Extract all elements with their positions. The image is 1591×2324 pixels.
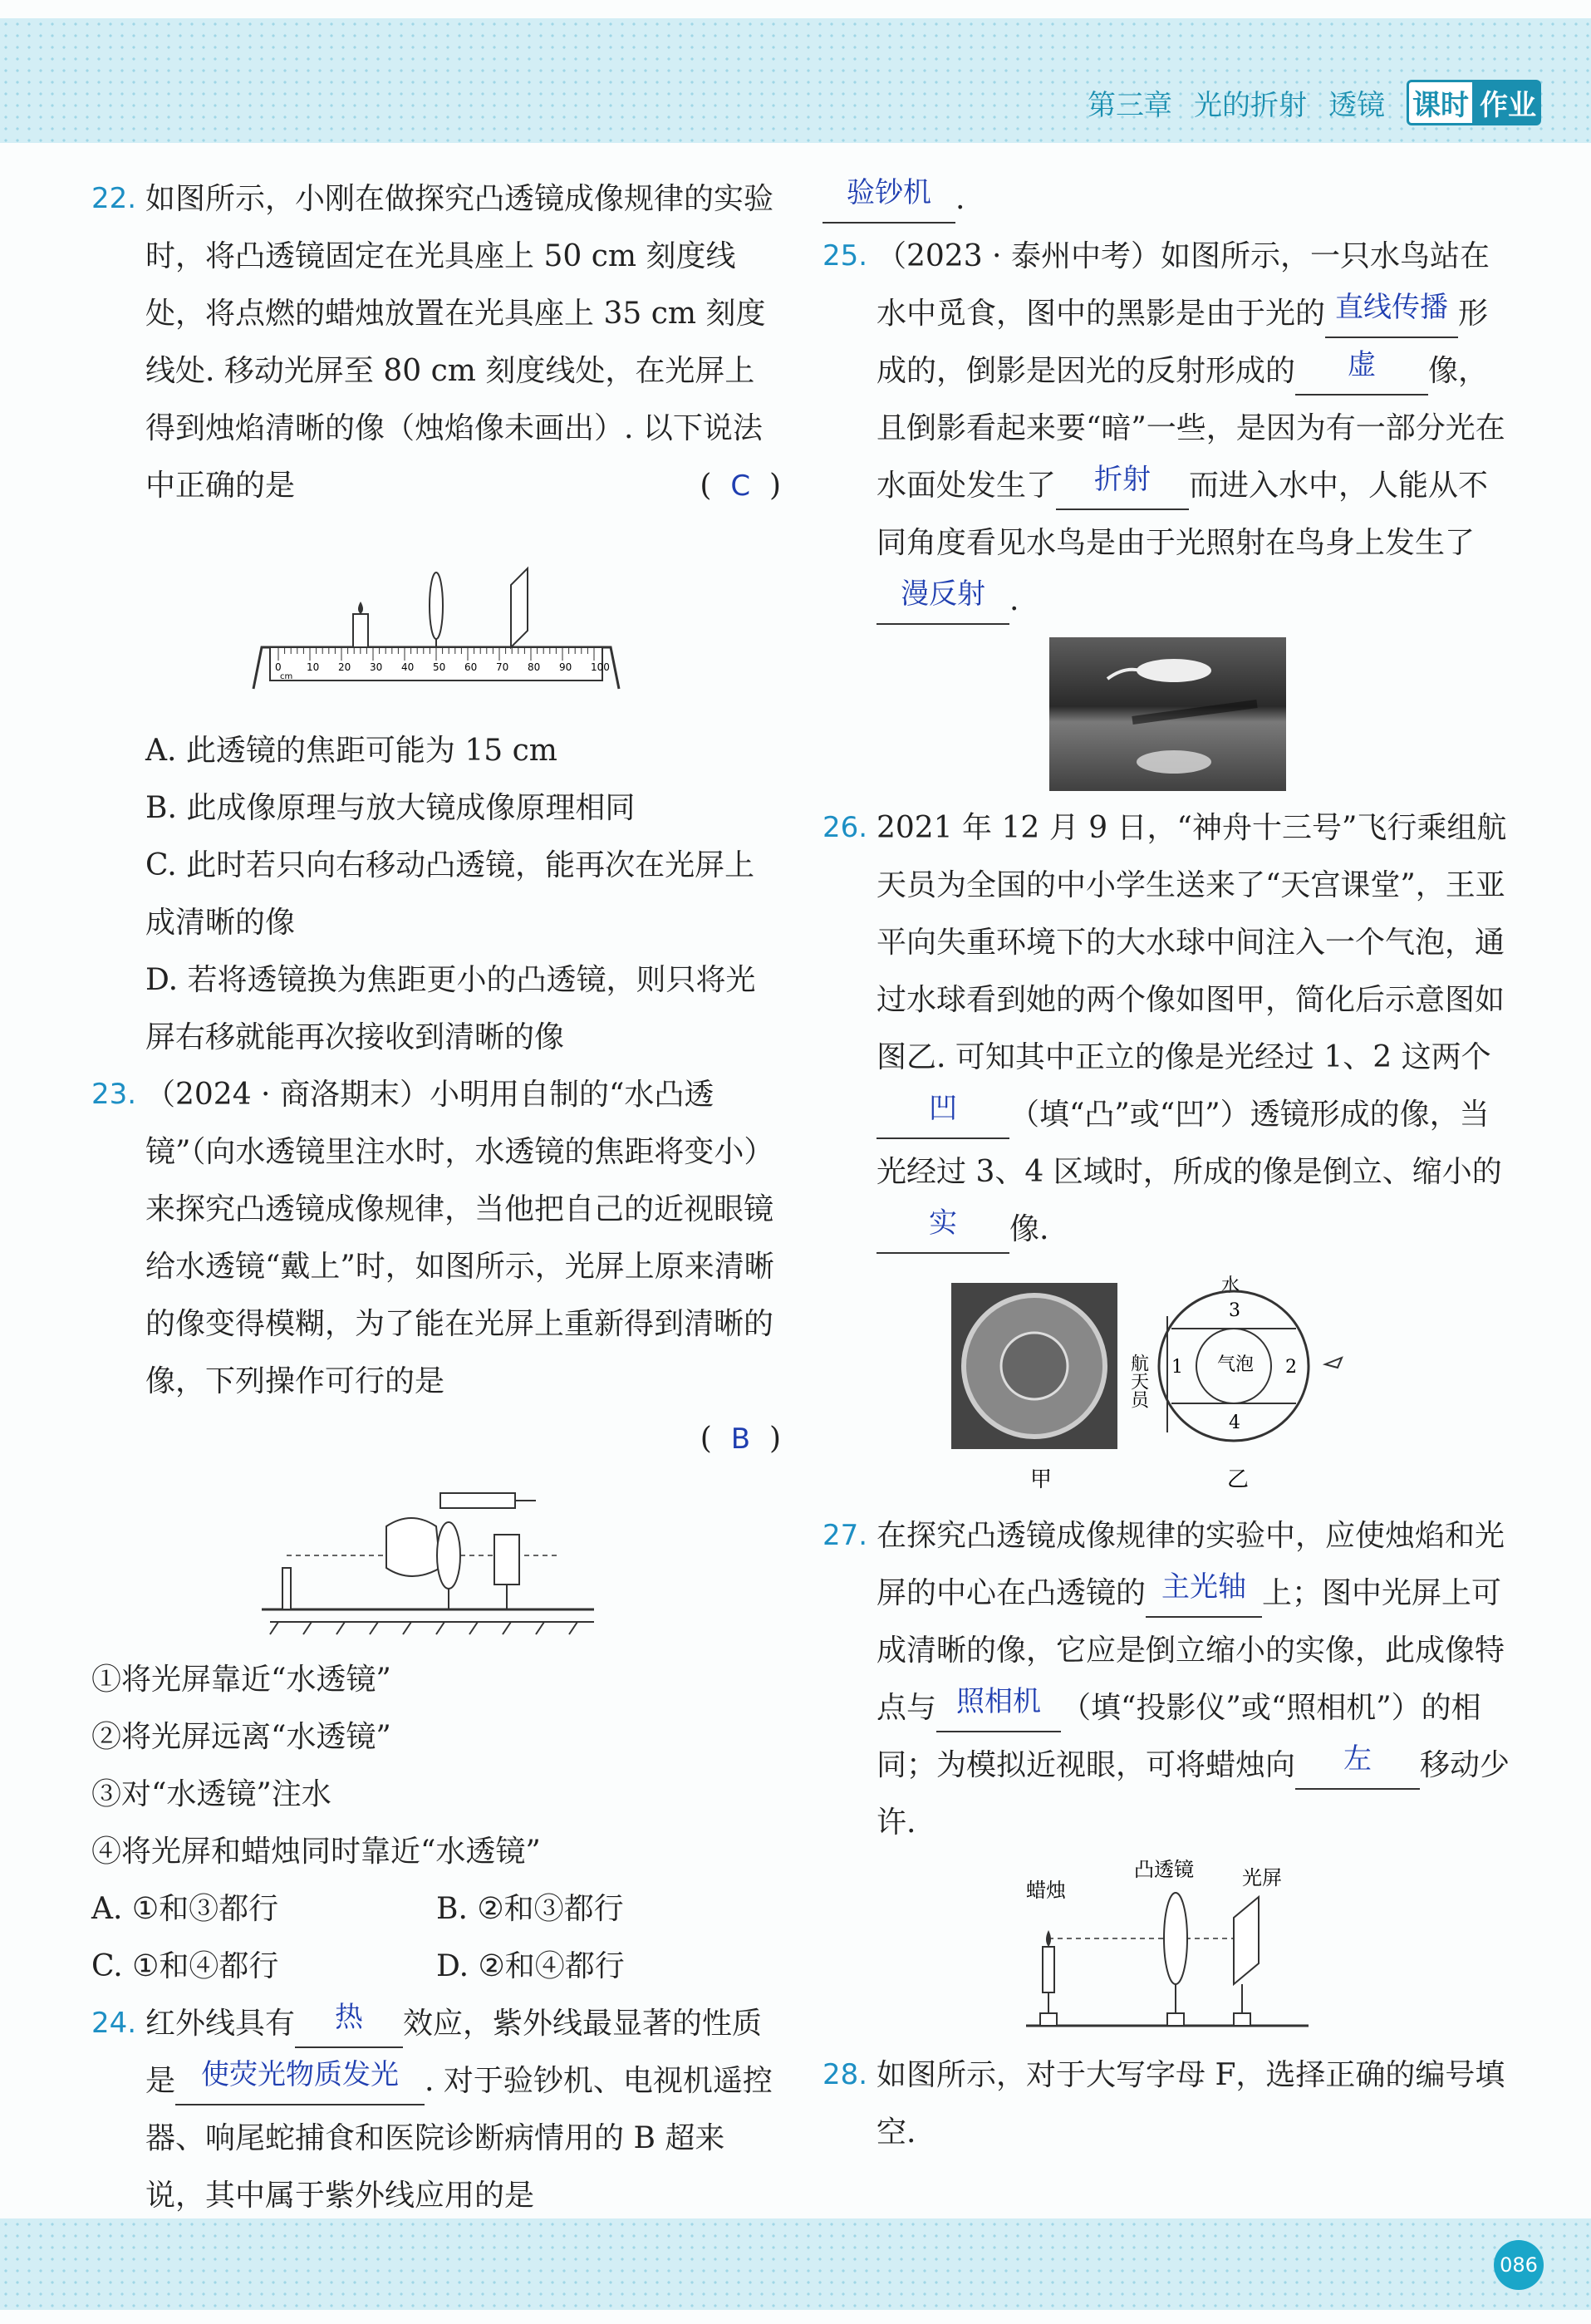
question-number: 25. <box>823 239 868 273</box>
ruler-tick-label: 70 <box>496 661 509 673</box>
options-row-1 <box>91 1880 781 1938</box>
page-number: 086 <box>1494 2240 1544 2290</box>
left-column <box>91 170 781 2224</box>
question-number: 26. <box>823 811 868 844</box>
question-number: 23. <box>91 1078 137 1111</box>
brand-logo <box>1407 80 1541 125</box>
ruler-tick-label: 90 <box>559 661 572 673</box>
answer-choice: C <box>730 469 751 503</box>
option-a: A. 此透镜的焦距可能为 15 cm <box>145 734 557 768</box>
right-column <box>823 170 1512 2161</box>
ruler-tick-label: 100 <box>591 661 610 673</box>
answer-blank-3: 折射 <box>1094 463 1152 496</box>
option-b: B. ②和③都行 <box>436 1892 624 1926</box>
answer-blank-1: 主光轴 <box>1161 1570 1247 1604</box>
question-text: 如图所示，小刚在做探究凸透镜成像规律的实验时，将凸透镜固定在光具座上 50 cm 刻度线处，将点燃的蜡烛放置在光具座上 35 cm 刻度线处. 移动光屏至 80 cm 刻度线处，在光屏上得到烛焰清晰的像（烛焰像未画出）. 以下说法中正确的是 <box>145 182 774 503</box>
answer-blank-2: 虚 <box>1348 348 1377 381</box>
bird-icon <box>1137 659 1211 682</box>
option-b: B. 此成像原理与放大镜成像原理相同 <box>145 791 636 825</box>
answer-blank-1: 热 <box>335 2001 364 2034</box>
label-bubble: 气泡 <box>1217 1354 1255 1375</box>
eye-icon <box>1325 1358 1342 1368</box>
question-27: 27. 在探究凸透镜成像规律的实验中，应使烛焰和光屏的中心在凸透镜的 主光轴 上；图中光屏上可成清晰的像，它应是倒立缩小的实像，此成像特点与 照相机 （填“投影仪”或“照相机”）的相同；为模拟近视眼，可将蜡烛向 左 移动少许. <box>823 1507 1512 1851</box>
step-1: ①将光屏靠近“水透镜” <box>91 1663 391 1697</box>
region-2: 2 <box>1285 1357 1297 1378</box>
answer-choice: B <box>730 1422 751 1456</box>
answer-blank-4: 漫反射 <box>901 577 985 611</box>
question-number: 27. <box>823 1519 868 1552</box>
region-3: 3 <box>1229 1300 1240 1321</box>
step-2: ②将光屏远离“水透镜” <box>91 1720 391 1754</box>
question-number: 28. <box>823 2058 868 2091</box>
ruler-tick-label: 50 <box>433 661 446 673</box>
lens-icon <box>430 572 443 639</box>
ruler-tick-label: 0 <box>275 661 282 673</box>
answer-blank-1: 直线传播 <box>1335 291 1449 324</box>
glasses-icon <box>386 1518 440 1576</box>
question-24: 24. 红外线具有 热 效应，紫外线最显著的性质是 使荧光物质发光 . 对于验钞机、电视机遥控器、响尾蛇捕食和医院诊断病情用的 B 超来说，其中属于紫外线应用的是 <box>91 1995 781 2224</box>
question-25: 25. （2023 · 泰州中考）如图所示，一只水鸟站在水中觅食，图中的黑影是由于光的 直线传播 形成的，倒影是因光的反射形成的 虚 像，且倒影看起来要“暗”一些，是因为有一部分光在水面处发生了 折射 而进入水中，人能从不同角度看见水鸟是由于光照射在鸟身上发生了漫反射 . <box>823 228 1512 629</box>
ruler-tick-label: 80 <box>528 661 541 673</box>
candle-icon <box>282 1568 291 1609</box>
screen-icon <box>494 1535 519 1585</box>
ruler-tick-label: 40 <box>401 661 415 673</box>
water-bird-photo <box>1049 637 1286 791</box>
label-screen: 光屏 <box>1242 1866 1282 1889</box>
question-26: 26. 2021 年 12 月 9 日，“神舟十三号”飞行乘组航天员为全国的中小学生送来了“天宫课堂”，王亚平向失重环境下的大水球中间注入一个气泡，通过水球看到她的两个像如图甲，简化后示意图如图乙. 可知其中正立的像是光经过 1、2 这两个凹 （填“凸”或“凹”）透镜形成的像，当光经过 3、4 区域时，所成的像是倒立、缩小的实 像. <box>823 799 1512 1258</box>
page-header <box>1088 79 1541 125</box>
question-24-continued: 验钞机 . <box>823 170 1512 228</box>
screen-icon <box>511 568 528 647</box>
question-number: 24. <box>91 2007 137 2040</box>
option-c: C. 此时若只向右移动凸透镜，能再次在光屏上成清晰的像 <box>145 848 755 940</box>
ruler-tick-label: 30 <box>370 661 383 673</box>
brand-part-b: 作业 <box>1475 80 1541 125</box>
label-lens: 凸透镜 <box>1134 1860 1194 1881</box>
figure-label-b: 乙 <box>1227 1467 1250 1492</box>
water-ball-figure <box>885 1266 1450 1499</box>
flame-icon <box>358 602 363 614</box>
lens-experiment-figure <box>1018 1860 1317 2038</box>
question-23 <box>91 1066 781 1468</box>
candle-icon <box>1043 1947 1054 1992</box>
question-text: （2024 · 商洛期末）小明用自制的“水凸透镜”（向水透镜里注水时，水透镜的焦距将变小）来探究凸透镜成像规律，当他把自己的近视眼镜给水透镜“戴上”时，如图所示，光屏上原来清晰的像变得模糊，为了能在光屏上重新得到清晰的像，下列操作可行的是 <box>145 1078 774 1398</box>
ruler-unit: cm <box>280 672 293 681</box>
label-astronaut: 航天员 <box>1127 1354 1149 1408</box>
candle-icon <box>353 614 368 647</box>
ruler-tick-label: 10 <box>307 661 320 673</box>
syringe-icon <box>440 1493 515 1508</box>
answer-blank-3: 左 <box>1343 1742 1372 1776</box>
section-label: 光的折射 <box>1194 88 1307 122</box>
answer-blank-2: 实 <box>929 1206 957 1240</box>
step-3: ③对“水透镜”注水 <box>91 1777 331 1811</box>
lens-icon <box>1164 1893 1187 1984</box>
option-d: D. 若将透镜换为焦距更小的凸透镜，则只将光屏右移就能再次接收到清晰的像 <box>145 963 756 1054</box>
question-number: 22. <box>91 182 137 215</box>
screen-icon <box>1234 1897 1259 1984</box>
optical-bench-figure <box>245 523 627 714</box>
ruler-tick-label: 20 <box>338 661 351 673</box>
option-c: C. ①和④都行 <box>91 1949 279 1983</box>
bird-reflection-icon <box>1137 750 1211 774</box>
option-d: D. ②和④都行 <box>436 1949 625 1983</box>
ruler-tick-label: 60 <box>464 661 478 673</box>
option-a: A. ①和③都行 <box>91 1892 279 1926</box>
options-row-2 <box>91 1938 781 1995</box>
answer-blank-3: 验钞机 <box>847 176 931 209</box>
figure-label-a: 甲 <box>1030 1467 1053 1492</box>
step-4: ④将光屏和蜡烛同时靠近“水透镜” <box>91 1835 541 1869</box>
region-1: 1 <box>1171 1357 1183 1378</box>
label-candle: 蜡烛 <box>1026 1879 1066 1902</box>
bottom-band <box>0 2218 1591 2310</box>
water-lens-figure <box>262 1476 611 1643</box>
brand-part-a: 课时 <box>1407 80 1475 125</box>
region-4: 4 <box>1229 1413 1240 1433</box>
answer-paren: ( B ) <box>700 1422 781 1456</box>
answer-blank-1: 凹 <box>929 1092 957 1125</box>
question-28 <box>823 2046 1512 2161</box>
answer-blank-2: 照相机 <box>956 1685 1042 1718</box>
subsection-label: 透镜 <box>1328 88 1385 122</box>
chapter-label: 第三章 <box>1088 88 1172 122</box>
answer-blank-2: 使荧光物质发光 <box>201 2058 400 2091</box>
water-lens-icon <box>437 1522 460 1589</box>
label-water: 水 <box>1221 1275 1240 1296</box>
question-text: 如图所示，对于大写字母 F，选择正确的编号填空. <box>877 2058 1505 2150</box>
question-22 <box>91 170 781 514</box>
answer-paren: ( C ) <box>700 469 781 503</box>
